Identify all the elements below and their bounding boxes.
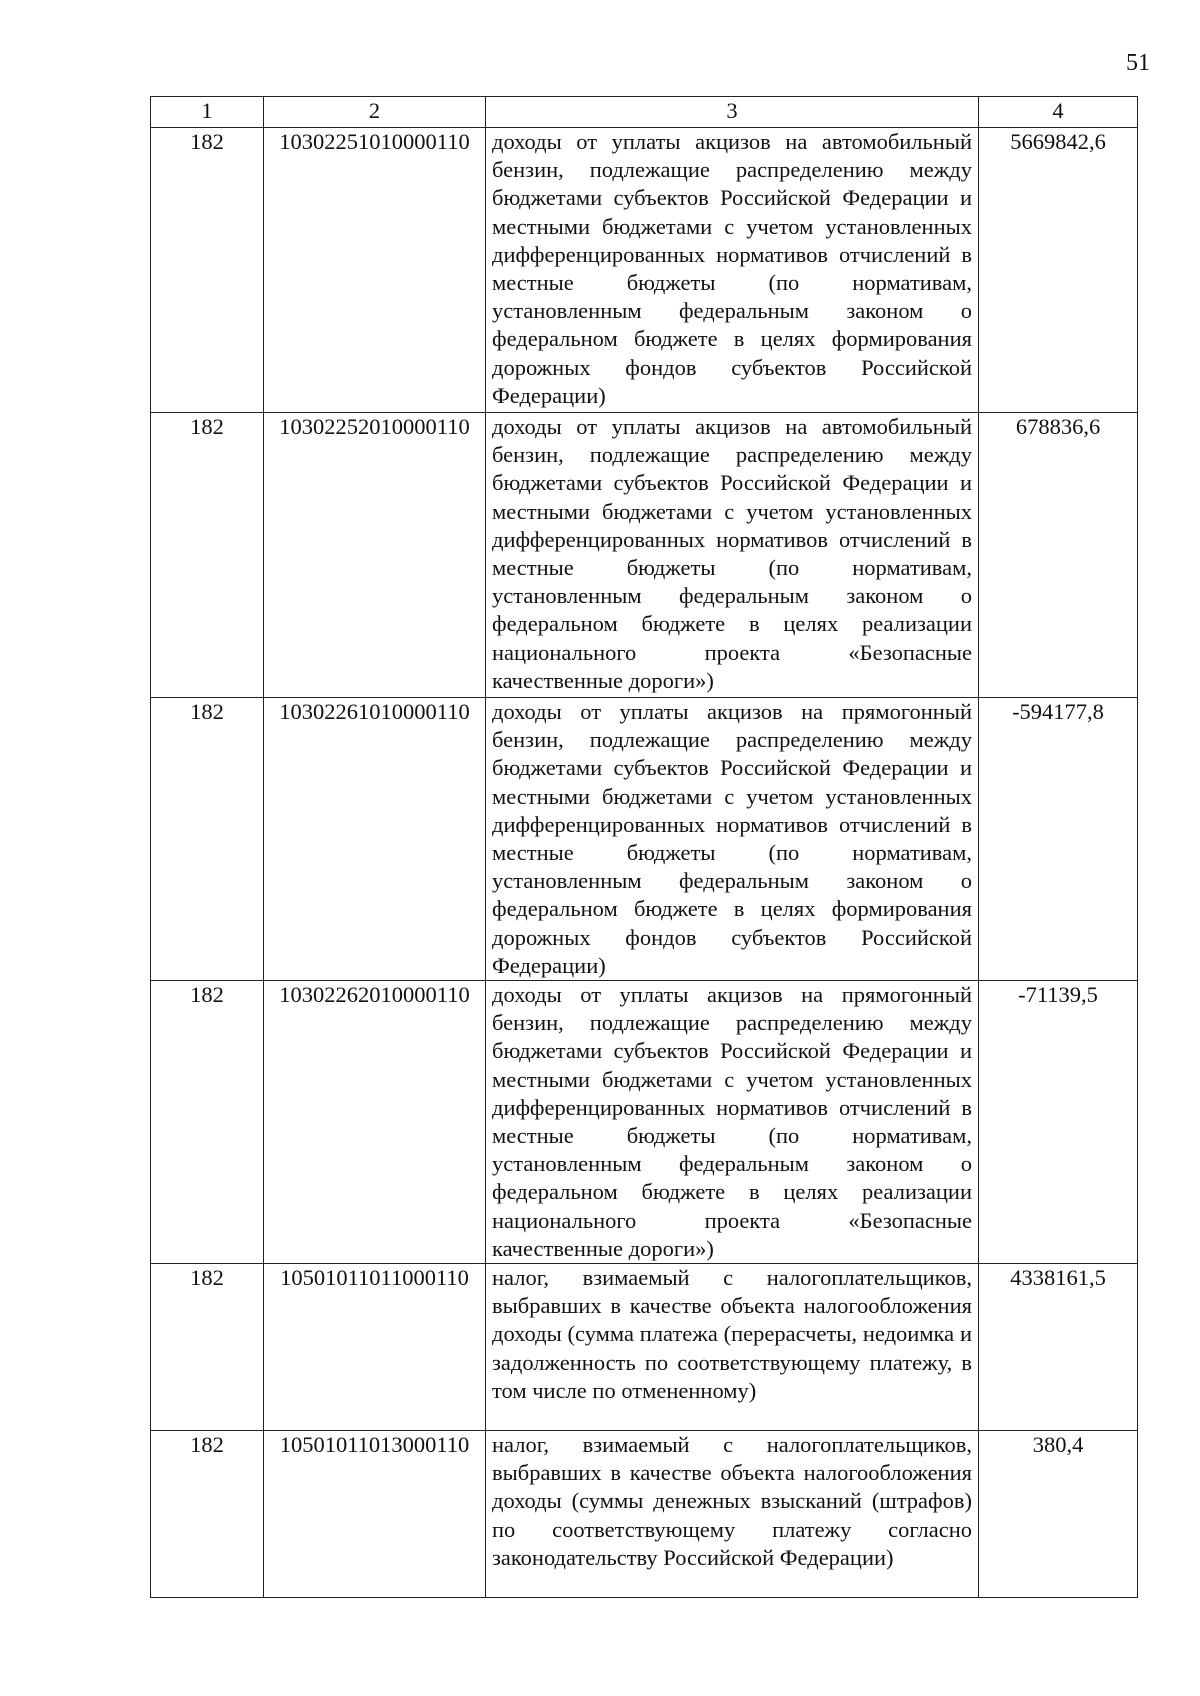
table-row [151, 1264, 1138, 1431]
amount-cell: 4338161,5 [979, 1264, 1138, 1431]
revenue-code-cell: 10302251010000110 [264, 128, 486, 413]
amount-cell: -594177,8 [979, 698, 1138, 981]
table-row [151, 1431, 1138, 1598]
amount-cell: 678836,6 [979, 413, 1138, 698]
admin-code-cell: 182 [151, 698, 264, 981]
table-row [151, 413, 1138, 698]
description-cell: налог, взимаемый с налогоплательщиков, выбравших в качестве объекта налогообложения доходы (суммы денежных взысканий (штрафов) по соответствующему платежу согласно законодательству Российской Федерации) [486, 1431, 979, 1598]
column-header: 3 [486, 97, 979, 128]
revenue-code-cell: 10302252010000110 [264, 413, 486, 698]
table-header-row [151, 97, 1138, 128]
description-cell: доходы от уплаты акцизов на автомобильный бензин, подлежащие распределению между бюджетами субъектов Российской Федерации и местными бюджетами с учетом установленных дифференцированных нормативов отчислений в местные бюджеты (по нормативам, установленным федеральным законом о федеральном бюджете в целях реализации национального проекта «Безопасные качественные дороги») [486, 413, 979, 698]
revenue-code-cell: 10302261010000110 [264, 698, 486, 981]
description-cell: доходы от уплаты акцизов на автомобильный бензин, подлежащие распределению между бюджетами субъектов Российской Федерации и местными бюджетами с учетом установленных дифференцированных нормативов отчислений в местные бюджеты (по нормативам, установленным федеральным законом о федеральном бюджете в целях формирования дорожных фондов субъектов Российской Федерации) [486, 128, 979, 413]
amount-cell: 380,4 [979, 1431, 1138, 1598]
budget-revenue-table [150, 96, 1138, 1598]
page-number: 51 [1126, 50, 1150, 76]
description-cell: доходы от уплаты акцизов на прямогонный бензин, подлежащие распределению между бюджетами субъектов Российской Федерации и местными бюджетами с учетом установленных дифференцированных нормативов отчислений в местные бюджеты (по нормативам, установленным федеральным законом о федеральном бюджете в целях формирования дорожных фондов субъектов Российской Федерации) [486, 698, 979, 981]
revenue-code-cell: 10302262010000110 [264, 981, 486, 1264]
admin-code-cell: 182 [151, 413, 264, 698]
amount-cell: -71139,5 [979, 981, 1138, 1264]
amount-cell: 5669842,6 [979, 128, 1138, 413]
column-header: 1 [151, 97, 264, 128]
description-cell: налог, взимаемый с налогоплательщиков, выбравших в качестве объекта налогообложения доходы (сумма платежа (перерасчеты, недоимка и задолженность по соответствующему платежу, в том числе по отмененному) [486, 1264, 979, 1431]
revenue-code-cell: 10501011011000110 [264, 1264, 486, 1431]
admin-code-cell: 182 [151, 981, 264, 1264]
admin-code-cell: 182 [151, 1264, 264, 1431]
table-row [151, 981, 1138, 1264]
admin-code-cell: 182 [151, 1431, 264, 1598]
table-row [151, 698, 1138, 981]
description-cell: доходы от уплаты акцизов на прямогонный бензин, подлежащие распределению между бюджетами субъектов Российской Федерации и местными бюджетами с учетом установленных дифференцированных нормативов отчислений в местные бюджеты (по нормативам, установленным федеральным законом о федеральном бюджете в целях реализации национального проекта «Безопасные качественные дороги») [486, 981, 979, 1264]
column-header: 4 [979, 97, 1138, 128]
table-row [151, 128, 1138, 413]
revenue-code-cell: 10501011013000110 [264, 1431, 486, 1598]
column-header: 2 [264, 97, 486, 128]
admin-code-cell: 182 [151, 128, 264, 413]
